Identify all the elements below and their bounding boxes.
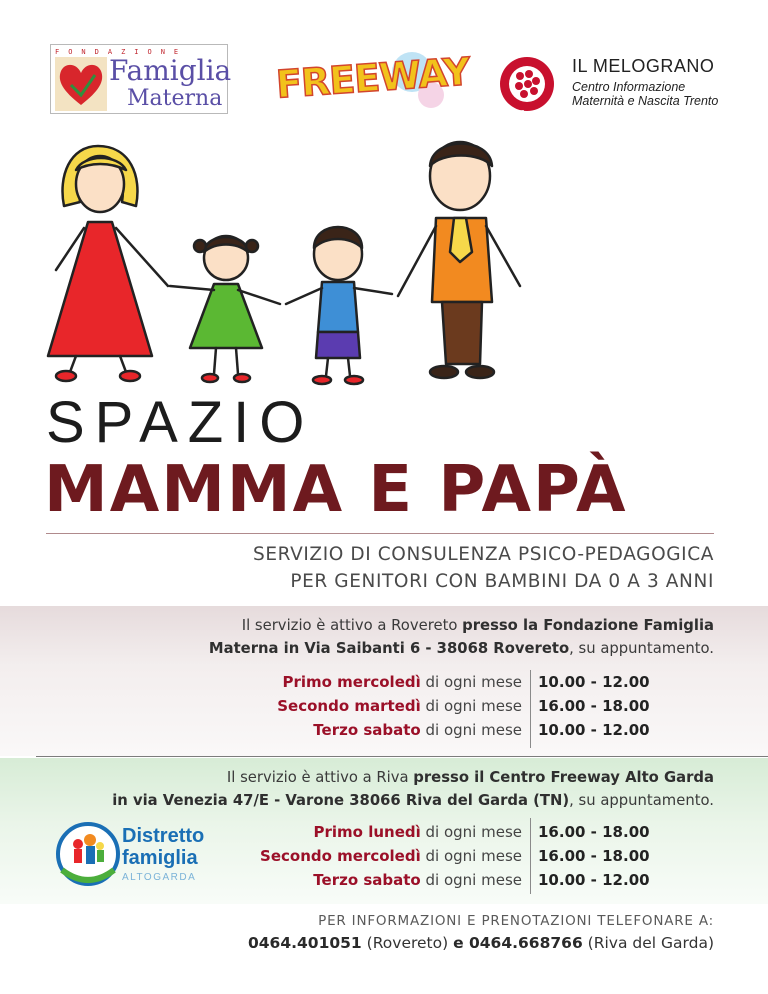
schedule-time: 10.00 - 12.00 bbox=[538, 673, 650, 691]
schedule-label bbox=[314, 820, 523, 844]
schedule-row bbox=[0, 670, 768, 694]
distretto-logo-word3: ALTOGARDA bbox=[122, 872, 197, 883]
heart-icon bbox=[55, 57, 107, 111]
il-melograno-logo bbox=[494, 54, 744, 114]
riva-intro-text: Il servizio è attivo a Riva bbox=[226, 769, 414, 786]
info-heading: PER INFORMAZIONI E PRENOTAZIONI TELEFONARE A: bbox=[318, 913, 714, 929]
headline-spazio: SPAZIO bbox=[46, 390, 315, 455]
schedule-time: 16.00 - 18.00 bbox=[538, 697, 650, 715]
city-riva: (Riva del Garda) bbox=[582, 934, 714, 952]
rovereto-intro bbox=[209, 614, 714, 660]
rovereto-appointment: , su appuntamento. bbox=[569, 640, 714, 657]
ffm-logo-top-text: FONDAZIONE bbox=[55, 48, 188, 56]
schedule-label bbox=[277, 694, 522, 718]
rovereto-intro-text: Il servizio è attivo a Rovereto bbox=[241, 617, 463, 634]
riva-appointment: , su appuntamento. bbox=[569, 792, 714, 809]
pomegranate-icon bbox=[494, 54, 560, 114]
distretto-logo-word1: Distretto bbox=[122, 825, 205, 847]
schedule-day: Terzo sabato bbox=[313, 871, 421, 889]
schedule-time: 10.00 - 12.00 bbox=[538, 871, 650, 889]
riva-intro bbox=[112, 766, 714, 812]
schedule-frequency: di ogni mese bbox=[420, 871, 522, 889]
phone-rovereto: 0464.401051 bbox=[247, 934, 362, 952]
riva-intro-line-2 bbox=[112, 789, 714, 812]
schedule-row bbox=[0, 718, 768, 742]
schedule-day: Secondo mercoledì bbox=[260, 847, 421, 865]
schedule-day: Secondo martedì bbox=[277, 697, 421, 715]
schedule-label bbox=[282, 670, 522, 694]
melograno-subtitle-1: Centro Informazione bbox=[572, 80, 686, 94]
ffm-logo-word2: Materna bbox=[127, 86, 223, 111]
schedule-time: 16.00 - 18.00 bbox=[538, 823, 650, 841]
schedule-label bbox=[313, 718, 522, 742]
conjunction-text: e bbox=[453, 934, 464, 952]
freeway-logo bbox=[272, 46, 471, 112]
rovereto-intro-bold: presso la Fondazione Famiglia bbox=[462, 617, 714, 634]
schedule-day: Primo mercoledì bbox=[282, 673, 421, 691]
schedule-frequency: di ogni mese bbox=[420, 823, 522, 841]
schedule-frequency: di ogni mese bbox=[420, 847, 522, 865]
rovereto-schedule bbox=[0, 670, 768, 742]
melograno-title: IL MELOGRANO bbox=[572, 56, 715, 76]
rovereto-address: Materna in Via Saibanti 6 - 38068 Rovereto bbox=[208, 640, 570, 657]
contact-phones bbox=[248, 934, 714, 952]
distretto-logo-word2: famiglia bbox=[122, 847, 198, 869]
riva-schedule bbox=[0, 820, 768, 892]
schedule-frequency: di ogni mese bbox=[420, 673, 522, 691]
rovereto-intro-line-2 bbox=[209, 637, 714, 660]
schedule-label bbox=[260, 844, 522, 868]
freeway-logo-text: FREEWAY bbox=[274, 49, 471, 107]
famiglia-materna-logo bbox=[50, 44, 232, 114]
divider-line bbox=[46, 533, 714, 534]
headline-mamma-papa: MAMMA E PAPÀ bbox=[44, 453, 628, 527]
subtitle-line-2: PER GENITORI CON BAMBINI DA 0 A 3 ANNI bbox=[290, 571, 714, 592]
subtitle-line-1: SERVIZIO DI CONSULENZA PSICO-PEDAGOGICA bbox=[253, 544, 714, 565]
schedule-time: 10.00 - 12.00 bbox=[538, 721, 650, 739]
riva-intro-line-1 bbox=[112, 766, 714, 789]
phone-riva: 0464.668766 bbox=[463, 934, 583, 952]
section-separator bbox=[36, 756, 768, 757]
family-illustration bbox=[40, 136, 560, 392]
schedule-label bbox=[313, 868, 522, 892]
schedule-day: Primo lunedì bbox=[313, 823, 421, 841]
schedule-frequency: di ogni mese bbox=[420, 697, 522, 715]
melograno-subtitle-2: Maternità e Nascita Trento bbox=[572, 94, 719, 108]
city-rovereto: (Rovereto) bbox=[361, 934, 454, 952]
schedule-row bbox=[0, 868, 768, 892]
schedule-day: Terzo sabato bbox=[313, 721, 421, 739]
schedule-row bbox=[0, 820, 768, 847]
schedule-row bbox=[0, 694, 768, 718]
ffm-logo-word1: Famiglia bbox=[109, 54, 232, 87]
riva-address: in via Venezia 47/E - Varone 38066 Riva del Garda (TN) bbox=[112, 792, 570, 809]
schedule-time: 16.00 - 18.00 bbox=[538, 847, 650, 865]
schedule-frequency: di ogni mese bbox=[420, 721, 522, 739]
rovereto-intro-line-1 bbox=[209, 614, 714, 637]
riva-intro-bold: presso il Centro Freeway Alto Garda bbox=[413, 769, 714, 786]
schedule-row bbox=[0, 844, 768, 868]
